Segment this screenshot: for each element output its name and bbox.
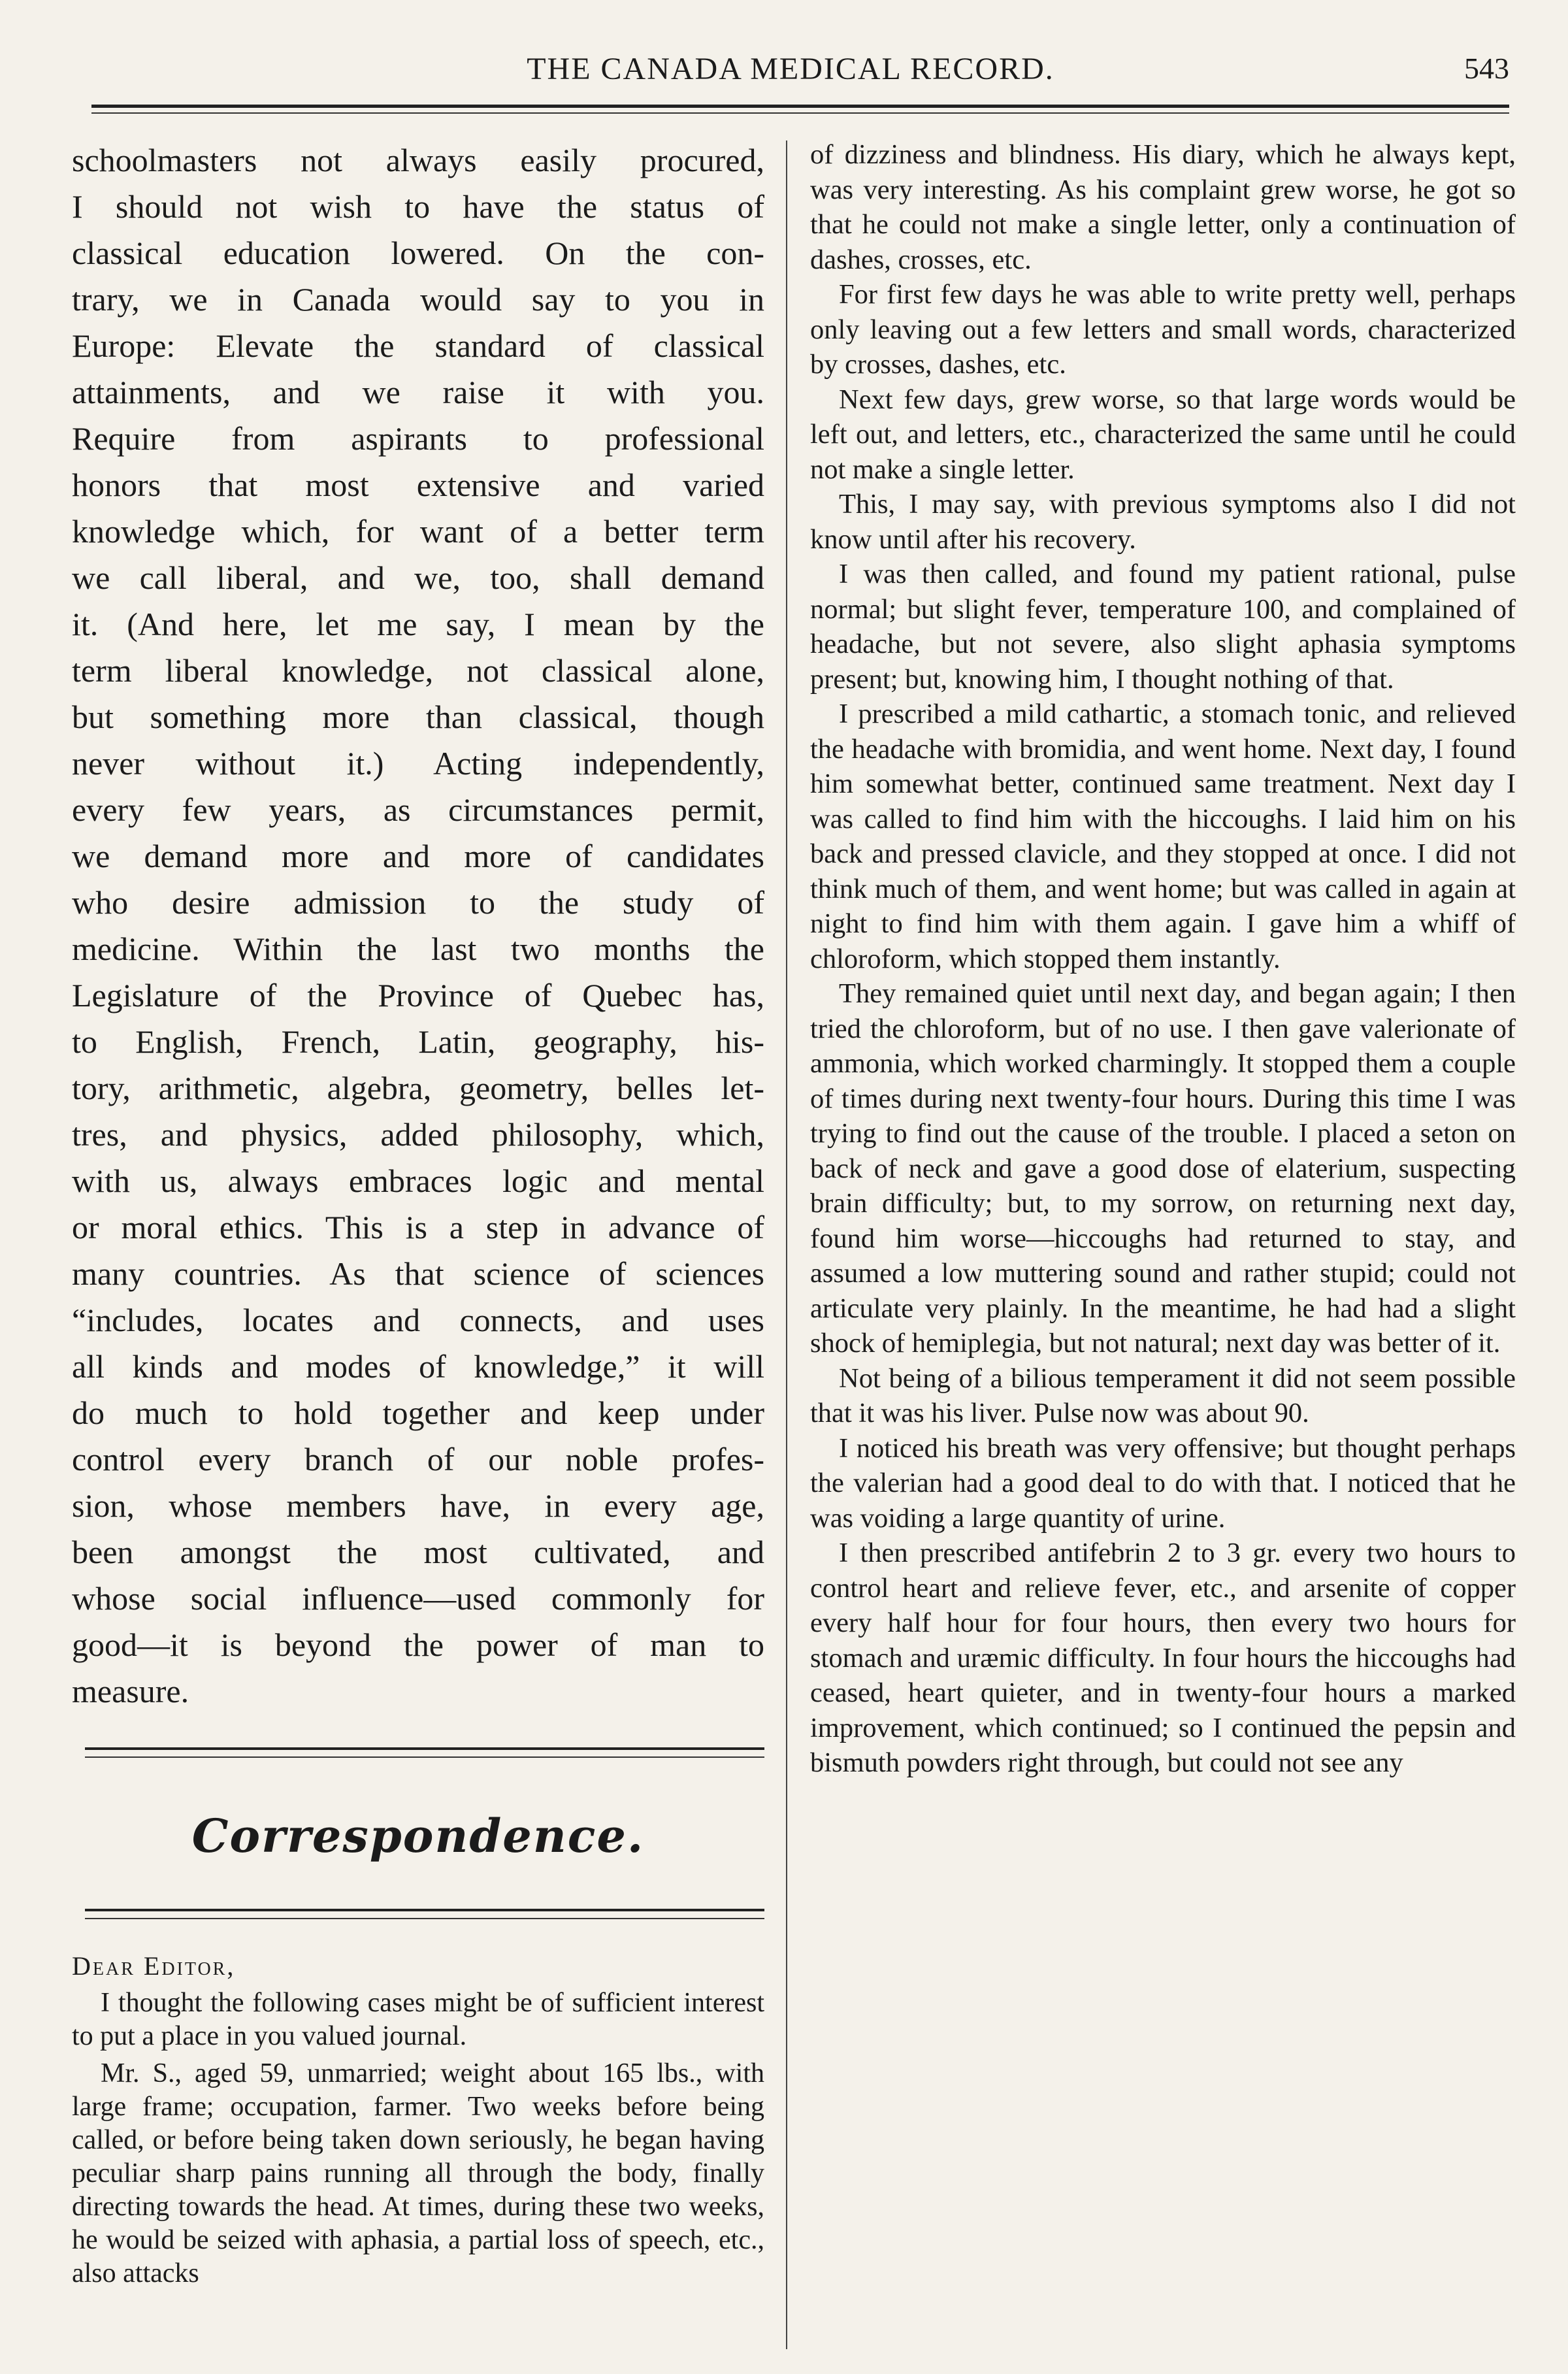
header-rule-thick bbox=[91, 105, 1509, 108]
essay-line: measure. bbox=[72, 1673, 189, 1709]
essay-line: all kinds and modes of knowledge,” it will bbox=[72, 1348, 764, 1385]
essay-line: schoolmasters not always easily procured, bbox=[72, 142, 764, 178]
letter-paragraph: I thought the following cases might be of sufficient interest to put a place in you valued journal. bbox=[72, 1988, 764, 2051]
case-paragraph: I then prescribed antifebrin 2 to 3 gr. every two hours to control heart and relieve fever, etc., and arsenite of copper every half hour for four hours, then every two hours for stomach and uræmic difficulty. In four hours the hiccoughs had ceased, heart quieter, and in twenty-four hours a marked improvement, which continued; so I continued the pepsin and bismuth powders right through, but could not see any bbox=[810, 1538, 1516, 1778]
section-heading: Correspondence. bbox=[191, 1809, 645, 1863]
case-paragraph: Not being of a bilious temperament it did not seem possible that it was his liver. Pulse now was about 90. bbox=[810, 1362, 1516, 1428]
essay-line: with us, always embraces logic and mental bbox=[72, 1162, 764, 1199]
essay-line: tres, and physics, added philosophy, which, bbox=[72, 1116, 764, 1153]
essay-line: Europe: Elevate the standard of classical bbox=[72, 327, 764, 364]
essay-line: term liberal knowledge, not classical alone, bbox=[72, 652, 764, 689]
essay-line: never without it.) Acting independently, bbox=[72, 745, 764, 782]
essay-line: do much to hold together and keep under bbox=[72, 1394, 764, 1431]
essay-line: honors that most extensive and varied bbox=[72, 467, 764, 503]
essay-conclusion bbox=[72, 137, 764, 1715]
case-paragraph: Next few days, grew worse, so that large words would be left out, and letters, etc., characterized the same until he could not make a single letter. bbox=[810, 384, 1516, 485]
running-head bbox=[72, 44, 1509, 97]
letter-paragraph: Mr. S., aged 59, unmarried; weight about 165 lbs., with large frame; occupation, farmer. Two weeks before being called, or before being taken down seriously, he began having peculiar sharp pains running all through the body, finally directing towards the head. At times, during these two weeks, he would be seized with aphasia, a partial loss of speech, etc., also attacks bbox=[72, 2058, 764, 2288]
essay-line: I should not wish to have the status of bbox=[72, 188, 764, 225]
case-paragraph: This, I may say, with previous symptoms also I did not know until after his recovery. bbox=[810, 489, 1516, 555]
essay-line: whose social influence—used commonly for bbox=[72, 1580, 764, 1617]
essay-line: good—it is beyond the power of man to bbox=[72, 1626, 764, 1663]
column-divider bbox=[786, 140, 787, 2349]
essay-line: control every branch of our noble profes- bbox=[72, 1441, 764, 1477]
case-paragraph: I noticed his breath was very offensive; but thought perhaps the valerian had a good deal to do with that. I noticed that he was voiding a large quantity of urine. bbox=[810, 1432, 1516, 1534]
essay-line: Legislature of the Province of Quebec has, bbox=[72, 977, 764, 1014]
essay-line: medicine. Within the last two months the bbox=[72, 931, 764, 967]
essay-line: or moral ethics. This is a step in advance of bbox=[72, 1209, 764, 1245]
essay-line: every few years, as circumstances permit, bbox=[72, 791, 764, 828]
case-paragraph: I prescribed a mild cathartic, a stomach tonic, and relieved the headache with bromidia, and went home. Next day, I found him somewhat better, continued same treatment. Next day I was called to find him with the hiccoughs. I laid him on his back and pressed clavicle, and they stopped at once. I did not think much of them, and went home; but was called in again at night to find him with them again. I gave him a whiff of chloroform, which stopped them instantly. bbox=[810, 699, 1516, 974]
right-column bbox=[810, 137, 1516, 1781]
essay-line: been amongst the most cultivated, and bbox=[72, 1534, 764, 1570]
case-paragraph: They remained quiet until next day, and began again; I then tried the chloroform, but of no use. I then gave valerionate of ammonia, which worked charmingly. It stopped them a couple of times during next twenty-four hours. During this time I was trying to find out the cause of the trouble. I placed a seton on back of neck and gave a good dose of elaterium, suspecting brain difficulty; but, to my sorrow, on returning next day, found him worse—hiccoughs had returned to stay, and assumed a low muttering sound and rather stupid; could not articulate very plainly. In the meantime, he had had a slight shock of hemiplegia, but not natural; next day was better of it. bbox=[810, 978, 1516, 1359]
case-paragraph: For first few days he was able to write pretty well, perhaps only leaving out a few letters and small words, characterized by crosses, dashes, etc. bbox=[810, 279, 1516, 380]
essay-line: but something more than classical, though bbox=[72, 699, 764, 735]
essay-line: to English, French, Latin, geography, his- bbox=[72, 1023, 764, 1060]
journal-title: THE CANADA MEDICAL RECORD. bbox=[527, 52, 1054, 86]
essay-line: knowledge which, for want of a better term bbox=[72, 513, 764, 550]
essay-line: attainments, and we raise it with you. bbox=[72, 374, 764, 410]
section-rule-bottom bbox=[72, 1909, 764, 1924]
essay-line: “includes, locates and connects, and uses bbox=[72, 1302, 764, 1338]
case-paragraph: I was then called, and found my patient rational, pulse normal; but slight fever, temperature 100, and complained of headache, but not severe, also slight aphasia symptoms present; but, knowing him, I thought nothing of that. bbox=[810, 559, 1516, 695]
essay-line: sion, whose members have, in every age, bbox=[72, 1487, 764, 1524]
section-rule-top bbox=[72, 1747, 764, 1763]
essay-line: it. (And here, let me say, I mean by the bbox=[72, 606, 764, 642]
essay-line: we call liberal, and we, too, shall demand bbox=[72, 559, 764, 596]
essay-line: who desire admission to the study of bbox=[72, 884, 764, 921]
letter-salutation: Dear Editor, bbox=[72, 1951, 236, 1981]
left-column bbox=[72, 137, 764, 2290]
essay-line: we demand more and more of candidates bbox=[72, 838, 764, 874]
essay-line: trary, we in Canada would say to you in bbox=[72, 281, 764, 318]
essay-line: classical education lowered. On the con- bbox=[72, 235, 764, 271]
essay-line: tory, arithmetic, algebra, geometry, belles let- bbox=[72, 1070, 764, 1106]
essay-line: Require from aspirants to professional bbox=[72, 420, 764, 457]
case-paragraph: of dizziness and blindness. His diary, which he always kept, was very interesting. As his complaint grew worse, he got so that he could not make a single letter, only a continuation of dashes, crosses, etc. bbox=[810, 139, 1516, 275]
essay-line: many countries. As that science of sciences bbox=[72, 1255, 764, 1292]
page-number: 543 bbox=[1464, 52, 1509, 85]
letter-to-editor bbox=[72, 1951, 764, 2290]
header-rule-thin bbox=[91, 112, 1509, 114]
